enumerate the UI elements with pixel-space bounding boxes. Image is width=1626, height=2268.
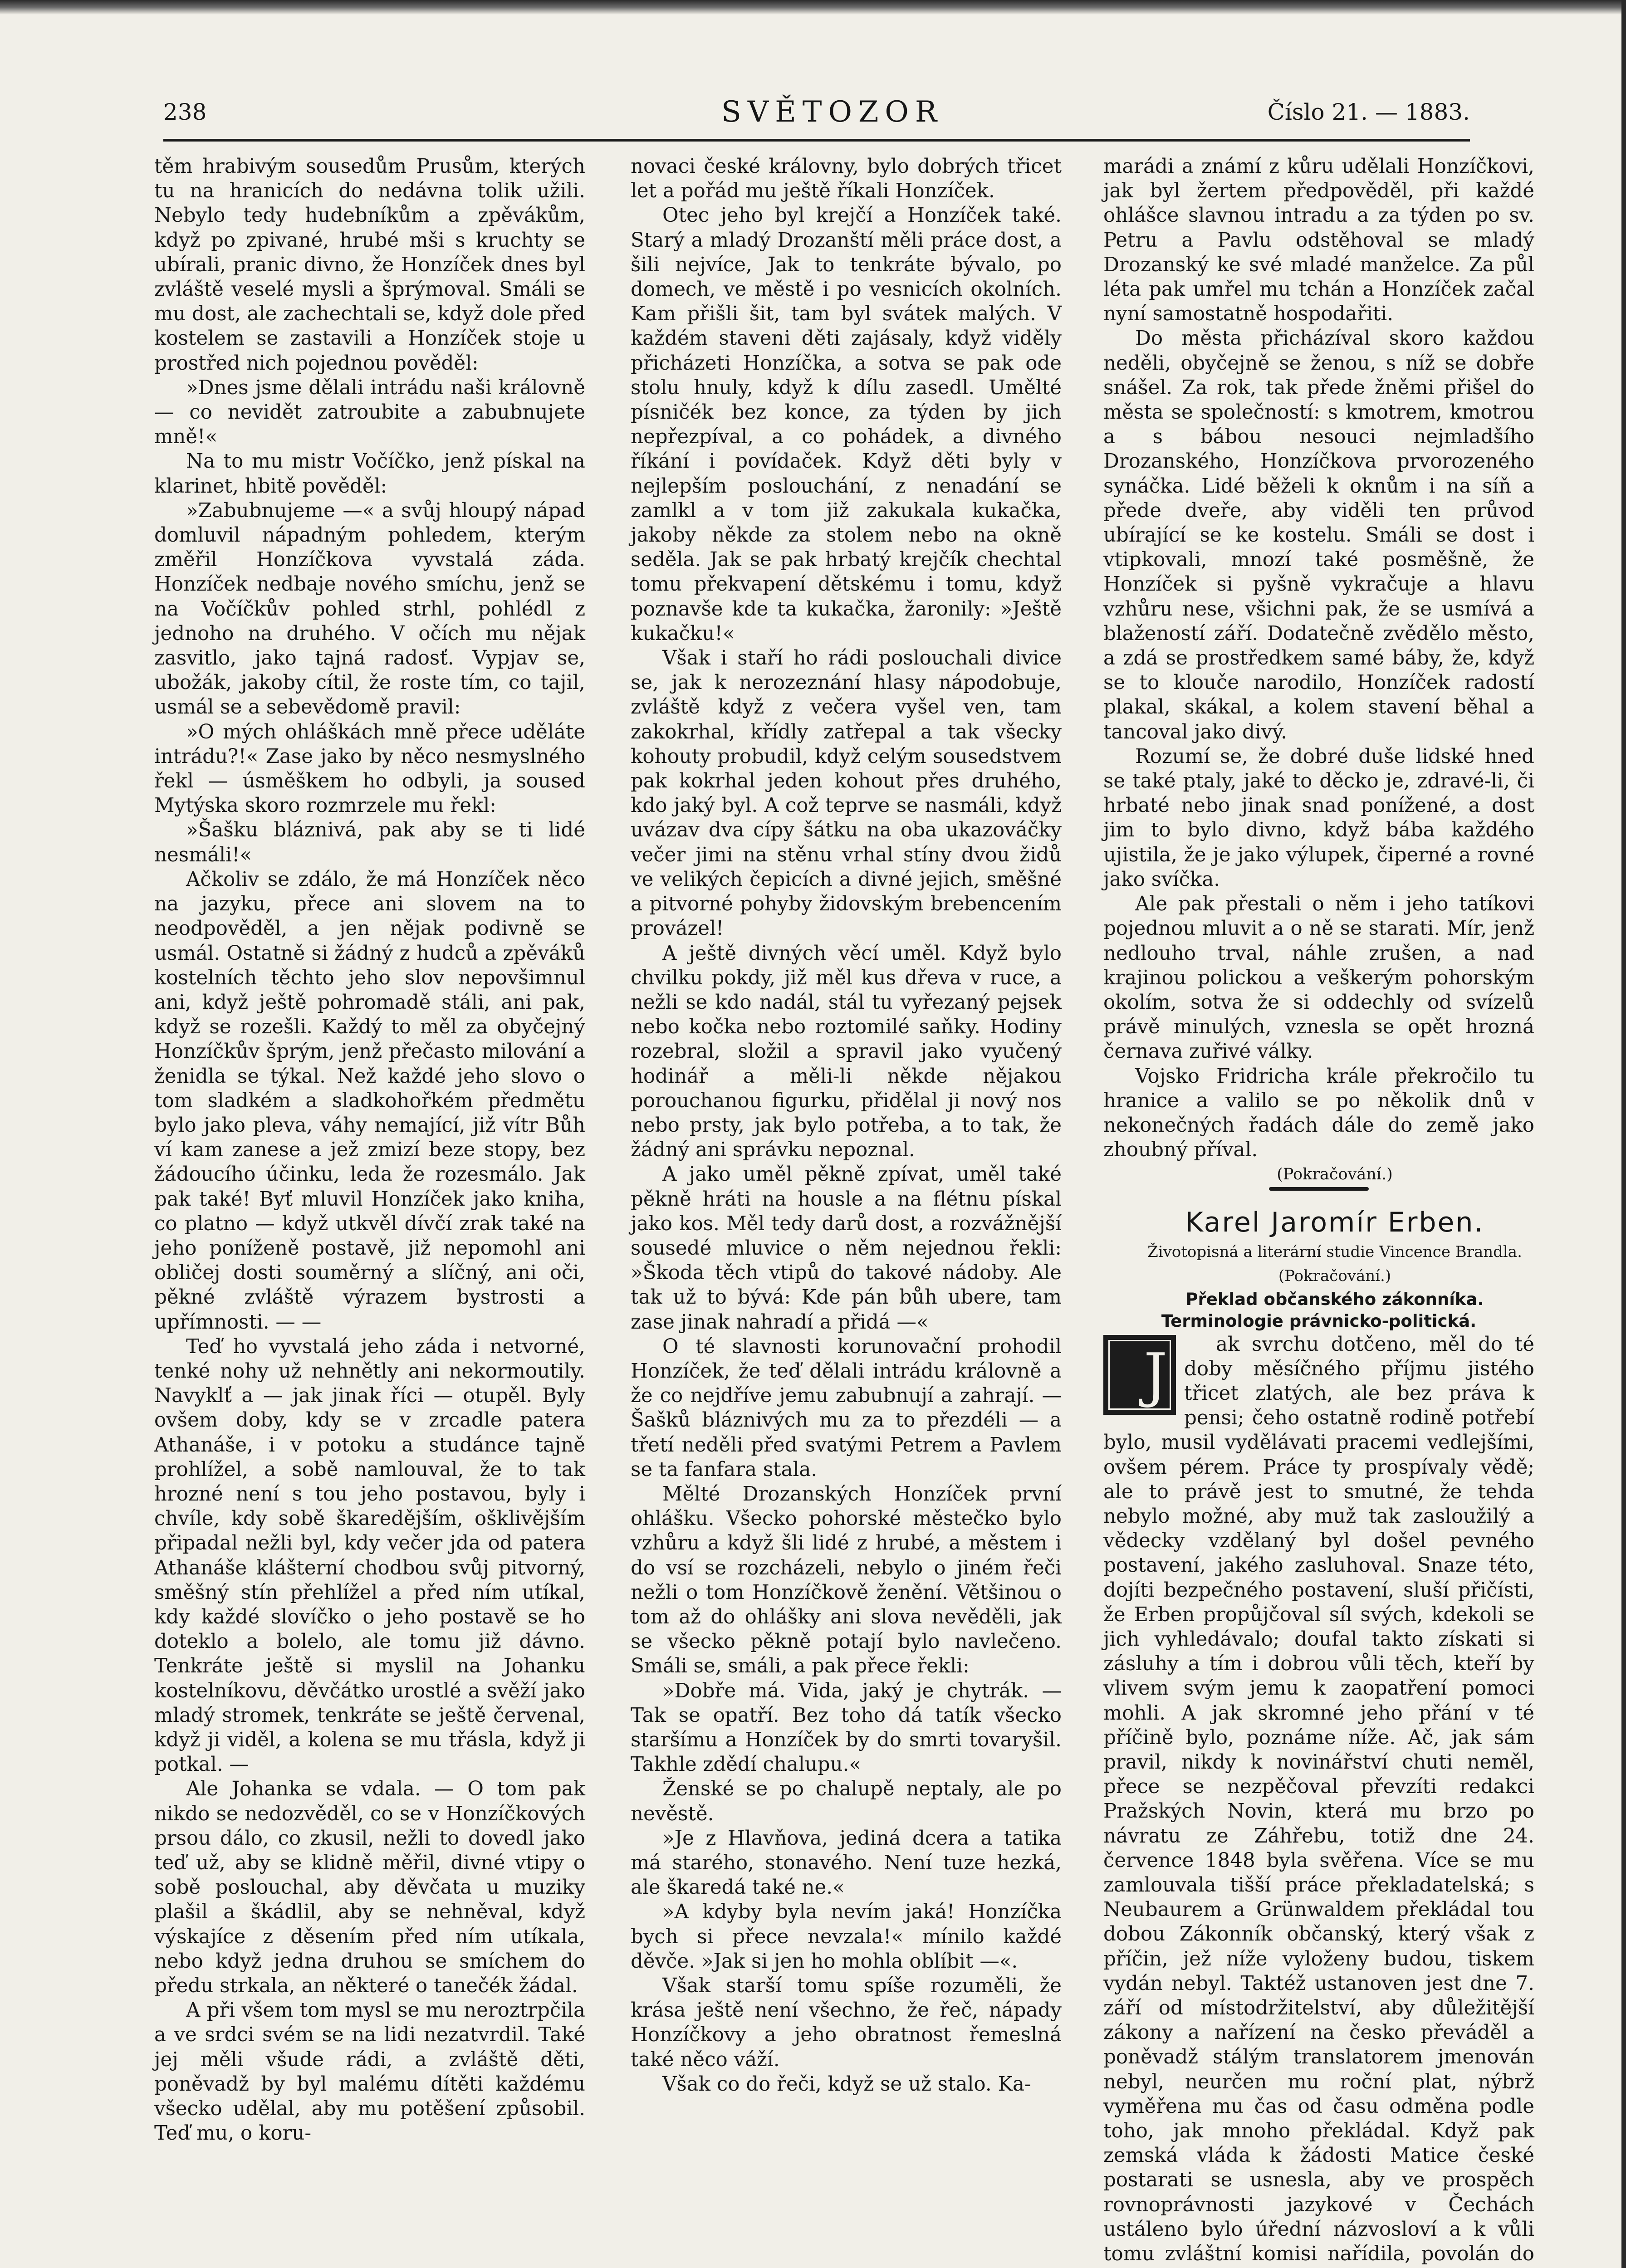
continuation-note: (Pokračování.): [1277, 1165, 1393, 1184]
paragraph: »Šašku bláznivá, pak aby se ti lidé nesmáli!«: [154, 819, 585, 866]
page-number: 238: [163, 99, 207, 125]
ornamental-initial: J: [1103, 1335, 1176, 1415]
column-2: [631, 154, 1062, 2097]
continuation-note: (Pokračování.): [1278, 1266, 1391, 1285]
paragraph: Ale Johanka se vdala. — O tom pak nikdo se nedozvěděl, co se v Honzíčkových prsou dálo, co zkusil, nežli to dovedl jako teď už, aby se klidně měřil, divné vtipy o sobě poslouchal, aby děvčata u muziky plašil a škádlil, aby se nehněval, když výskajíce z děsením před ním utíkala, nebo když jedna druhou se smíchem do předu strkala, an některé o tanečék žádal.: [154, 1778, 585, 1998]
paragraph-text: ak svrchu dotčeno, měl do té doby měsíčného příjmu jistého třicet zlatých, ale bez práva k pensi; čeho ostatně rodině potřebí bylo, musil vydělávati pracemi vedlejšími, ovšem pérem. Práce ty prospívaly vědě; ale to právě jest to smutné, že tehda nebylo možné, aby muž tak zasloužilý a vědecky vzdělaný byl došel pevného postavení, jakého zasluhoval. Snaze této, dojíti bezpečného postavení, sluší přičísti, že Erben propůjčoval síl svých, kdekoli se jich vyhledávalo; doufal takto získati si zásluhy a tím i dobrou vůli těch, kteří by vlivem svým jemu k zaopatření pomoci mohli. A jak skromné jeho přání v té příčině bylo, poznáme níže. Ač, jak sám pravil, nikdy k novinářství chuti neměl, přece se nezpěčoval převzíti redakci Pražských Novin, která mu brzo po návratu ze Záhřebu, totiž dne 24. července 1848 byla svěřena. Více se mu zamlouvala tišší práce překladatelská; s Neubaurem a Grünwaldem překládal tou dobou Zákonník občanský, který však z příčin, jež níže vyloženy budou, tiskem vydán nebyl. Taktéž ustanoven jest dne 7. září od místodržitelství, aby důležitější zákony a nařízení na česko převáděl a poněvadž stálým translatorem jmenován nebyl, neurčen mu roční plat, nýbrž vyměřena mu čas od času odměna podle toho, jak mnoho překládal. Když pak zemská vláda k žádosti Matice české postarati se usnesla, aby ve prospěch rovnoprávnosti jazykové v Čechách ustáleno bylo úřední názvosloví a k vůli tomu zvláštní komisi nařídila, povolán do: [1103, 1333, 1534, 2266]
paragraph: A ještě divných věcí uměl. Když bylo chvilku pokdy, již měl kus dřeva v ruce, a nežli se kdo nadál, stál tu vyřezaný pejsek nebo kočka nebo roztomilé saňky. Hodiny rozebral, složil a spravil jako vyučený hodinář a měli-li někde nějakou porouchanou figurku, přidělal ji nový nos nebo prsty, jak bylo potřeba, a to tak, že žádný ani správku nepoznal.: [631, 942, 1062, 1162]
paragraph: »Dobře má. Vida, jaký je chytrák. — Tak se opatří. Bez toho dá tatík všecko staršímu a Honzíček by do smrti tovaryšil. Takhle zdědí chalupu.«: [631, 1679, 1062, 1776]
section-separator: [1269, 1187, 1369, 1191]
paragraph: [1103, 1332, 1534, 2268]
header-rule: [163, 139, 1470, 142]
paragraph: »Je z Hlavňova, jediná dcera a tatika má starého, stonavého. Není tuze hezká, ale škaredá také ne.«: [631, 1827, 1062, 1899]
paragraph: Vojsko Fridricha krále překročilo tu hranice a valilo se po několik dnů v nekonečných řadách dále do země jako zhoubný příval.: [1103, 1065, 1534, 1162]
article-subtitle: Životopisná a literární studie Vincence Brandla.: [1147, 1242, 1522, 1261]
paragraph: marádi a známí z kůru udělali Honzíčkovi, jak byl žertem předpověděl, při každé ohlášce slavnou intradu a za týden po sv. Petru a Pavlu odstěhoval se mladý Drozanský ke své mladé manželce. Za půl léta pak umřel mu tchán a Honzíček začal nyní samostatně hospodařiti.: [1103, 155, 1534, 326]
paragraph: novaci české královny, bylo dobrých třicet let a pořád mu ještě říkali Honzíček.: [631, 155, 1062, 203]
paragraph: »Dnes jsme dělali intrádu naši královně — co nevidět zatroubite a zabubnujete mně!«: [154, 376, 585, 449]
paragraph: Však starší tomu spíše rozuměli, že krása ještě není všechno, že řeč, nápady Honzíčkovy a jeho obratnost řemeslná také něco váží.: [631, 1975, 1062, 2071]
paragraph: Však co do řeči, když se už stalo. Ka-: [662, 2072, 1031, 2096]
paragraph: Ačkoliv se zdálo, že má Honzíček něco na jazyku, přece ani slovem na to neodpověděl, a jen nějak podivně se usmál. Ostatně si žádný z hudců a zpěváků kostelních těchto jeho slov nepovšimnul ani, když ještě pohromadě stáli, ani pak, když se rozešli. Každý to měl za obyčejný Honzíčkův šprým, jenž přečasto milování a ženidla se týkal. Než každé jeho slovo o tom sladkém a sladkohořkém předmětu bylo jako pleva, váhy nemající, již vítr Bůh ví kam zanese a jež zmizí beze stopy, bez žádoucího účinku, leda že rozesmálo. Jak pak také! Byť mluvil Honzíček jako kniha, co platno — když utkvěl dívčí zrak také na jeho poníženě postavě, již nepomohl ani obličej dosti souměrný a slíčný, ani oči, pěkné zvláště výrazem bystrosti a upřímnosti. — —: [154, 868, 585, 1334]
paragraph: Ale pak přestali o něm i jeho tatíkovi pojednou mluvit a o ně se starati. Mír, jenž nedlouho trval, náhle zrušen, a nad krajinou polickou a veškerým pohorským okolím, sotva že si oddechly od svízelů právě minulých, vznesla se opět hrozná černava zuřivé války.: [1103, 893, 1534, 1063]
paragraph: Do města přicházíval skoro každou neděli, obyčejně se ženou, s níž se dobře snášel. Za rok, tak přede žněmi přišel do města se společností: s kmotrem, kmotrou a s bábou nesouci nejmladšího Drozanského, Honzíčkova prvorozeného synáčka. Lidé běželi k oknům i na síň a přede dveře, aby viděli ten průvod ubírající se ke kostelu. Smáli se dost i vtipkovali, mnozí také posměšně, že Honzíček si pyšně vykračuje a hlavu vzhůru nese, všichni pak, že se usmívá a blažeností září. Dodatečně zvědělo město, a zdá se prostředkem samé báby, že, když se to klouče narodilo, Honzíček radostí plakal, skákal, a kolem stavení běhal a tancoval jako divý.: [1103, 327, 1534, 743]
paragraph: Však i staří ho rádi poslouchali divice se, jak k nerozeznání hlasy nápodobuje, zvláště když z večera vyšel ven, tam zakokrhal, křídly zatřepal a tak všecky kohouty probudil, když celým sousedstvem pak kokrhal jeden kohout přes druhého, kdo jaký byl. A což teprve se nasmáli, když uvázav dva cípy šátku na oba ukazováčky večer jimi na stěnu vrhal stíny dvou židů ve velikých čepicích a divné jejich, směšné a pitvorné pohyby židovským brebencením provázel!: [631, 647, 1062, 940]
scan-top-edge: [0, 0, 1626, 15]
paragraph: Ženské se po chalupě neptaly, ale po nevěstě.: [631, 1778, 1062, 1825]
paragraph: A jako uměl pěkně zpívat, uměl také pěkně hráti na housle a na flétnu pískal jako kos. Měl tedy darů dost, a rozvážnější sousedé mluvice o něm nejednou řekli: »Škoda těch vtipů do takové nádoby. Ale tak už to bývá: Kde pán bůh ubere, tam zase jinak nahradí a přidá —«: [631, 1163, 1062, 1334]
page-header: [163, 95, 1470, 140]
section-heading: Překlad občanského zákonníka. Terminologie právnicko-politická.: [1161, 1289, 1484, 1331]
column-3: [1103, 154, 1534, 2268]
paragraph: těm hrabivým sousedům Prusům, kterých tu na hranicích do nedávna tolik užili. Nebylo tedy hudebníkům a zpěvákům, když po zpivané, hrubé mši s kruchty se ubírali, pranic divno, že Honzíček dnes byl zvláště veselé mysli a šprýmoval. Smáli se mu dost, ale zachechtali se, když dole před kostelem se zastavili a Honzíček stoje u prostřed nich pojednou pověděl:: [154, 155, 585, 375]
paragraph: Otec jeho byl krejčí a Honzíček také. Starý a mladý Drozanští měli práce dost, a šili nejvíce, Jak to tenkráte bývalo, po domech, ve městě i po vesnicích okolních. Kam přišli šit, tam byl svátek malých. V každém staveni děti zajásaly, když viděly přicházeti Honzíčka, a sotva se pak ode stolu hnuly, když k dílu zasedl. Umělté písničék bez konce, za týden by jich nepřezpíval, a co pohádek, a divného říkání i povídaček. Když děti byly v nejlepším poslouchání, z nenadání se zamlkl a v tom již zakukala kukačka, jakoby někde za stolem nebo na okně seděla. Jak se pak hrbatý krejčík chechtal tomu překvapení dětskému i tomu, když poznavše kde ta kukačka, žaronily: »Ještě kukačku!«: [631, 204, 1062, 645]
column-1: [154, 154, 585, 2146]
paragraph: »O mých ohláškách mně přece uděláte intrádu?!« Zase jako by něco nesmyslného řekl — úsměškem ho odbyli, ja soused Mytýska skoro rozmrzele mu řekl:: [154, 720, 585, 817]
paragraph: Na to mu mistr Vočíčko, jenž pískal na klarinet, hbitě pověděl:: [154, 450, 585, 498]
paragraph: Teď ho vyvstalá jeho záda i netvorné, tenké nohy už nehnětly ani nekormoutily. Navyklť a — jak jinak říci — otupěl. Byly ovšem doby, kdy se v zrcadle patera Athanáše, i v potoku a studánce tajně prohlížel, a sobě namlouval, že to tak hrozné není s tou jeho postavou, byly i chvíle, kdy sobě škaredějším, ošklivějším připadal nežli byl, kdy večer jda od patera Athanáše klášterní chodbou svůj pitvorný, směšný stín přehlížel a před ním utíkal, kdy každé slovíčko o jeho postavě se ho doteklo a bolelo, ale tomu již dávno. Tenkráte ještě si myslil na Johanku kostelníkovu, děvčátko urostlé a svěží jako mladý stromek, tenkráte se ještě červenal, když ji viděl, a kolena se mu třásla, když ji potkal. —: [154, 1335, 585, 1776]
journal-title: SVĚTOZOR: [721, 95, 944, 129]
paragraph: A při všem tom mysl se mu neroztrpčila a ve srdci svém se na lidi nezatvrdil. Také jej měli všude rádi, a zvláště děti, poněvadž by byl malému dítěti každému všecko udělal, aby mu potěšení způsobil. Teď mu, o koru-: [154, 1999, 585, 2145]
issue-label: Číslo 21. — 1883.: [1267, 99, 1470, 125]
paragraph: Rozumí se, že dobré duše lidské hned se také ptaly, jaké to děcko je, zdravé-li, či hrbaté nebo jinak snad ponížené, a dost jim to bylo divno, když bába každého ujistila, že je jako výlupek, čiperné a rovné jako svíčka.: [1103, 745, 1534, 891]
article-title: Karel Jaromír Erben.: [1185, 1206, 1484, 1238]
paragraph: »Zabubnujeme —« a svůj hloupý nápad domluvil nápadným pohledem, kterým změřil Honzíčkova vyvstalá záda. Honzíček nedbaje nového smíchu, jenž se na Vočíčkův pohled strhl, pohlédl z jednoho na druhého. V očích mu nějak zasvitlo, jako tajná radosť. Vypjav se, ubožák, jakoby cítil, že roste tím, co tajil, usmál se a sebevědomě pravil:: [154, 499, 585, 719]
paragraph: »A kdyby byla nevím jaká! Honzíčka bych si přece nevzala!« mínilo každé děvče. »Jak si jen ho mohla oblíbit —«.: [631, 1901, 1062, 1973]
paragraph: O té slavnosti korunovační prohodil Honzíček, že teď dělali intrádu královně a že co nejdříve jemu zabubnují a zahrají. — Šašků bláznivých mu za to přezdéli — a třetí neděli před svatými Petrem a Pavlem se ta fanfara stala.: [631, 1335, 1062, 1481]
paragraph: Mělté Drozanských Honzíček první ohlášku. Všecko pohorské městečko bylo vzhůru a když šli lidé z hrubé, a městem i do vsí se rozcházeli, nebylo o jiném řeči nežli o tom Honzíčkově ženění. Většinou o tom až do ohlášky ani slova nevěděli, jak se všecko pěkně potají bylo navlečeno. Smáli se, smáli, a pak přece řekli:: [631, 1482, 1062, 1678]
scan-right-edge: [1621, 0, 1626, 2268]
